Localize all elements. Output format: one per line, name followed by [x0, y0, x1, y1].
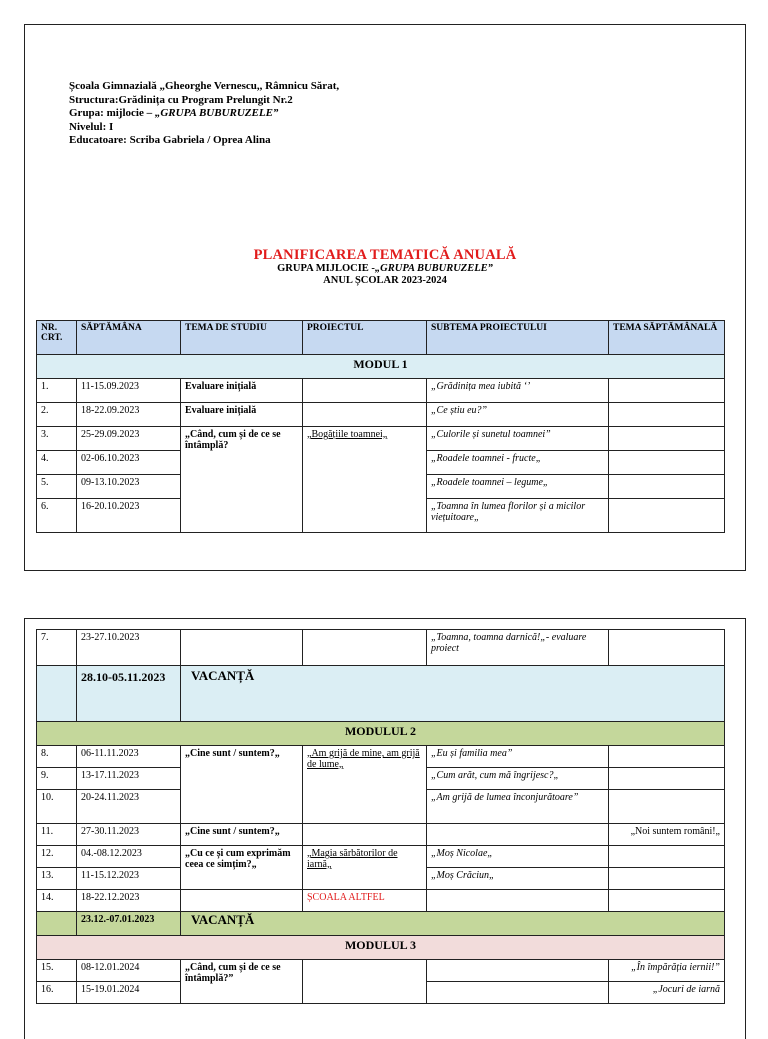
table-row: 7. 23-27.10.2023 „Toamna, toamna darnică!„- evaluare proiect [37, 630, 725, 666]
table-header-row [37, 321, 725, 355]
vacation-dates: 28.10-05.11.2023 [77, 666, 181, 722]
header-nr: NR. CRT. [37, 321, 77, 355]
table-row: 3. 25-29.09.2023 „Când, cum și de ce se întâmplă? „Bogățiile toamnei„ „Culorile și sunetul toamnei” [37, 427, 725, 451]
module-row [37, 355, 725, 379]
school-name: Școala Gimnazială „Gheorghe Vernescu,, Râmnicu Sărat, [69, 80, 340, 92]
header-project: PROIECTUL [303, 321, 427, 355]
project-cell: „Bogățiile toamnei„ [303, 427, 427, 533]
title-block [25, 247, 745, 287]
level-line: Nivelul: I [69, 120, 114, 133]
vacation-label: VACANȚĂ [191, 912, 255, 927]
module-1-label: MODUL 1 [37, 355, 725, 379]
document-page-1 [24, 24, 746, 571]
document-subtitle: GRUPA MIJLOCIE -„GRUPA BUBURUZELE” [277, 263, 493, 274]
header-theme: TEMA DE STUDIU [181, 321, 303, 355]
table-row: 11. 27-30.11.2023 „Cine sunt / suntem?„ „Noi suntem români!„ [37, 824, 725, 846]
school-year: ANUL ȘCOLAR 2023-2024 [323, 275, 447, 286]
module-3-label: MODULUL 3 [37, 936, 725, 960]
document-title: PLANIFICAREA TEMATICĂ ANUALĂ [253, 247, 517, 263]
table-row: 9. 13-17.11.2023 „Cum arăt, cum mă îngrijesc?„ [37, 768, 725, 790]
table-row: 13. 11-15.12.2023 „Moș Crăciun„ [37, 868, 725, 890]
table-row: 6. 16-20.10.2023 „Toamna în lumea florilor și a micilor viețuitoare„ [37, 499, 725, 533]
vacation-label: VACANȚĂ [191, 668, 255, 683]
table-row: 15. 08-12.01.2024 „Când, cum și de ce se întâmplă?” „În împărăția iernii!” [37, 960, 725, 982]
header-subtheme: SUBTEMA PROIECTULUI [427, 321, 609, 355]
vacation-dates: 23.12.-07.01.2023 [77, 912, 181, 936]
vacation-row [37, 912, 725, 936]
structure-line: Structura:Grădinița cu Program Prelungit Nr.2 [69, 93, 293, 106]
theme-cell: „Când, cum și de ce se întâmplă? [181, 427, 303, 533]
module-row [37, 936, 725, 960]
module-row [37, 722, 725, 746]
document-page-2 [24, 618, 746, 1039]
school-altfel-label: ȘCOALA ALTFEL [303, 890, 427, 912]
module-2-label: MODULUL 2 [37, 722, 725, 746]
header-weekly-theme: TEMA SĂPTĂMÂNALĂ [609, 321, 725, 355]
school-header [69, 80, 339, 148]
table-row: 4. 02-06.10.2023 „Roadele toamnei - fructe„ [37, 451, 725, 475]
table-row: 12. 04.-08.12.2023 „Cu ce și cum exprimăm ceea ce simțim?„ „Magia sărbătorilor de iarnă„ „Moș Nicolae„ [37, 846, 725, 868]
vacation-row [37, 666, 725, 722]
table-row: 1. 11-15.09.2023 Evaluare inițială „Grădinița mea iubită ‘’ [37, 379, 725, 403]
teachers-line: Educatoare: Scriba Gabriela / Oprea Alina [69, 134, 271, 146]
table-row: 16. 15-19.01.2024 „Jocuri de iarnă [37, 982, 725, 1004]
table-row: 8. 06-11.11.2023 „Cine sunt / suntem?„ „Am grijă de mine, am grijă de lume„ „Eu și familia mea” [37, 746, 725, 768]
table-row: 14. 18-22.12.2023 ȘCOALA ALTFEL [37, 890, 725, 912]
header-week: SĂPTĂMÂNA [77, 321, 181, 355]
table-row: 10. 20-24.11.2023 „Am grijă de lumea înconjurătoare” [37, 790, 725, 824]
group-line: Grupa: mijlocie – „GRUPA BUBURUZELE” [69, 107, 279, 119]
table-row: 5. 09-13.10.2023 „Roadele toamnei – legume„ [37, 475, 725, 499]
planning-table-part2 [36, 629, 725, 1004]
planning-table-part1 [36, 320, 725, 533]
table-row: 2. 18-22.09.2023 Evaluare inițială „Ce știu eu?” [37, 403, 725, 427]
